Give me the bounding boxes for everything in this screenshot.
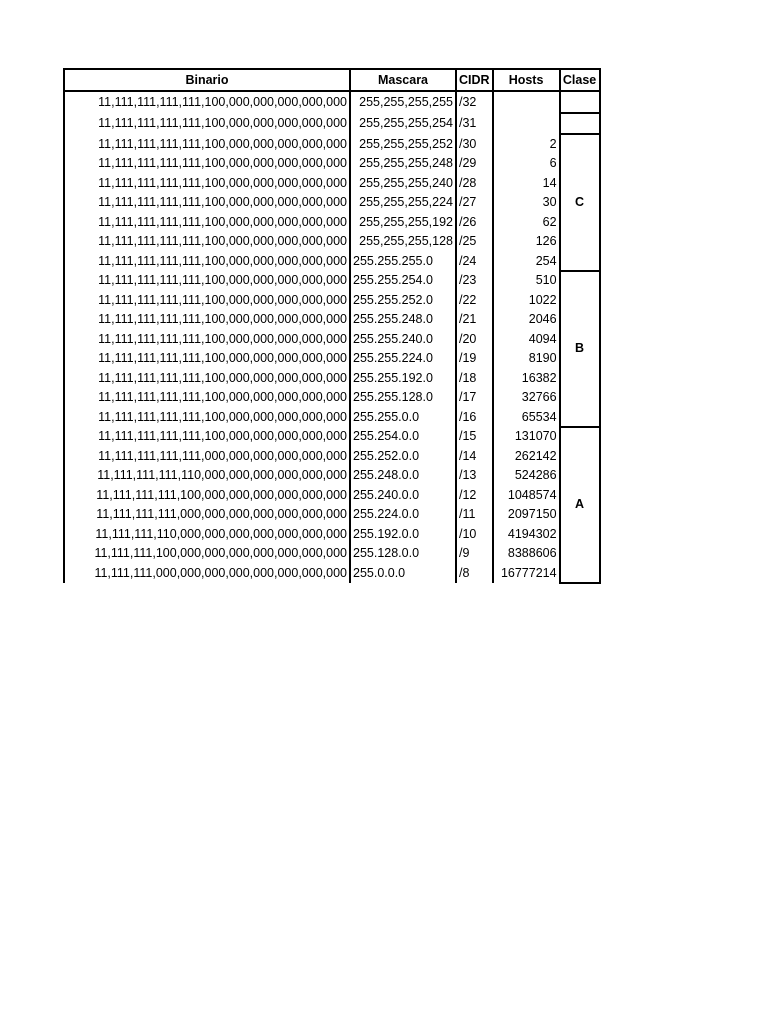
cidr-cell: /17	[456, 388, 493, 408]
table-row	[64, 368, 600, 388]
cidr-cell: /18	[456, 368, 493, 388]
mask-cell: 255.252.0.0	[350, 446, 456, 466]
hosts-cell: 126	[493, 232, 560, 252]
mask-cell: 255.255.254.0	[350, 271, 456, 291]
table-row	[64, 329, 600, 349]
hosts-cell: 131070	[493, 427, 560, 447]
mask-cell: 255,255,255,254	[350, 113, 456, 135]
table-row	[64, 290, 600, 310]
header-binario: Binario	[64, 69, 350, 91]
binary-cell: 11,111,111,111,110,000,000,000,000,000,000	[64, 466, 350, 486]
clase-cell	[560, 91, 600, 113]
binary-cell: 11,111,111,111,111,100,000,000,000,000,000	[64, 290, 350, 310]
cidr-cell: /11	[456, 505, 493, 525]
cidr-cell: /25	[456, 232, 493, 252]
hosts-cell: 2097150	[493, 505, 560, 525]
hosts-cell: 65534	[493, 407, 560, 427]
binary-cell: 11,111,111,111,111,100,000,000,000,000,000	[64, 113, 350, 135]
binary-cell: 11,111,111,111,111,100,000,000,000,000,000	[64, 91, 350, 113]
header-clase: Clase	[560, 69, 600, 91]
mask-cell: 255,255,255,252	[350, 134, 456, 154]
mask-cell: 255.240.0.0	[350, 485, 456, 505]
table-body	[64, 91, 600, 583]
hosts-cell: 2	[493, 134, 560, 154]
hosts-cell: 262142	[493, 446, 560, 466]
hosts-cell: 8388606	[493, 544, 560, 564]
table-row	[64, 113, 600, 135]
hosts-cell: 4094	[493, 329, 560, 349]
binary-cell: 11,111,111,111,000,000,000,000,000,000,000	[64, 505, 350, 525]
header-cidr: CIDR	[456, 69, 493, 91]
mask-cell: 255.192.0.0	[350, 524, 456, 544]
mask-cell: 255.0.0.0	[350, 563, 456, 583]
mask-cell: 255,255,255,255	[350, 91, 456, 113]
hosts-cell: 62	[493, 212, 560, 232]
hosts-cell: 32766	[493, 388, 560, 408]
binary-cell: 11,111,111,111,111,100,000,000,000,000,000	[64, 329, 350, 349]
mask-cell: 255.248.0.0	[350, 466, 456, 486]
cidr-cell: /19	[456, 349, 493, 369]
table-row	[64, 349, 600, 369]
table-row	[64, 485, 600, 505]
mask-cell: 255.224.0.0	[350, 505, 456, 525]
mask-cell: 255.255.192.0	[350, 368, 456, 388]
table-row	[64, 407, 600, 427]
table-row	[64, 212, 600, 232]
table-row	[64, 193, 600, 213]
binary-cell: 11,111,111,110,000,000,000,000,000,000,000	[64, 524, 350, 544]
table-row	[64, 232, 600, 252]
table-row	[64, 446, 600, 466]
mask-cell: 255.255.0.0	[350, 407, 456, 427]
cidr-cell: /32	[456, 91, 493, 113]
mask-cell: 255.255.252.0	[350, 290, 456, 310]
cidr-cell: /29	[456, 154, 493, 174]
binary-cell: 11,111,111,111,111,100,000,000,000,000,000	[64, 154, 350, 174]
hosts-cell: 16777214	[493, 563, 560, 583]
table-row	[64, 173, 600, 193]
mask-cell: 255,255,255,224	[350, 193, 456, 213]
subnet-mask-table	[63, 68, 601, 584]
binary-cell: 11,111,111,111,100,000,000,000,000,000,000	[64, 485, 350, 505]
hosts-cell: 1048574	[493, 485, 560, 505]
cidr-cell: /30	[456, 134, 493, 154]
table-row	[64, 563, 600, 583]
cidr-cell: /8	[456, 563, 493, 583]
clase-cell: A	[560, 427, 600, 583]
mask-cell: 255.255.224.0	[350, 349, 456, 369]
binary-cell: 11,111,111,111,111,100,000,000,000,000,000	[64, 407, 350, 427]
cidr-cell: /13	[456, 466, 493, 486]
table-row	[64, 271, 600, 291]
table-row	[64, 91, 600, 113]
binary-cell: 11,111,111,111,111,100,000,000,000,000,000	[64, 173, 350, 193]
cidr-cell: /31	[456, 113, 493, 135]
hosts-cell: 1022	[493, 290, 560, 310]
cidr-cell: /22	[456, 290, 493, 310]
cidr-cell: /26	[456, 212, 493, 232]
hosts-cell: 524286	[493, 466, 560, 486]
cidr-cell: /27	[456, 193, 493, 213]
binary-cell: 11,111,111,111,111,100,000,000,000,000,000	[64, 232, 350, 252]
table-row	[64, 310, 600, 330]
table-row	[64, 251, 600, 271]
cidr-cell: /21	[456, 310, 493, 330]
cidr-cell: /15	[456, 427, 493, 447]
hosts-cell: 16382	[493, 368, 560, 388]
binary-cell: 11,111,111,111,111,000,000,000,000,000,000	[64, 446, 350, 466]
hosts-cell	[493, 113, 560, 135]
mask-cell: 255.255.128.0	[350, 388, 456, 408]
binary-cell: 11,111,111,111,111,100,000,000,000,000,000	[64, 388, 350, 408]
table-row	[64, 154, 600, 174]
mask-cell: 255,255,255,128	[350, 232, 456, 252]
cidr-cell: /14	[456, 446, 493, 466]
hosts-cell	[493, 91, 560, 113]
binary-cell: 11,111,111,000,000,000,000,000,000,000,000	[64, 563, 350, 583]
table-row	[64, 524, 600, 544]
cidr-cell: /10	[456, 524, 493, 544]
binary-cell: 11,111,111,111,111,100,000,000,000,000,000	[64, 251, 350, 271]
mask-cell: 255.255.248.0	[350, 310, 456, 330]
hosts-cell: 8190	[493, 349, 560, 369]
cidr-cell: /28	[456, 173, 493, 193]
hosts-cell: 30	[493, 193, 560, 213]
table-row	[64, 134, 600, 154]
hosts-cell: 254	[493, 251, 560, 271]
cidr-cell: /12	[456, 485, 493, 505]
table-row	[64, 427, 600, 447]
mask-cell: 255,255,255,240	[350, 173, 456, 193]
hosts-cell: 14	[493, 173, 560, 193]
table-row	[64, 388, 600, 408]
clase-cell: C	[560, 134, 600, 271]
binary-cell: 11,111,111,111,111,100,000,000,000,000,000	[64, 134, 350, 154]
table-row	[64, 505, 600, 525]
table-row	[64, 544, 600, 564]
mask-cell: 255,255,255,192	[350, 212, 456, 232]
table-row	[64, 466, 600, 486]
mask-cell: 255.128.0.0	[350, 544, 456, 564]
binary-cell: 11,111,111,111,111,100,000,000,000,000,000	[64, 271, 350, 291]
mask-cell: 255.254.0.0	[350, 427, 456, 447]
binary-cell: 11,111,111,111,111,100,000,000,000,000,000	[64, 193, 350, 213]
clase-cell	[560, 113, 600, 135]
cidr-cell: /9	[456, 544, 493, 564]
hosts-cell: 510	[493, 271, 560, 291]
header-mascara: Mascara	[350, 69, 456, 91]
binary-cell: 11,111,111,111,111,100,000,000,000,000,000	[64, 310, 350, 330]
cidr-cell: /16	[456, 407, 493, 427]
hosts-cell: 4194302	[493, 524, 560, 544]
hosts-cell: 6	[493, 154, 560, 174]
mask-cell: 255.255.255.0	[350, 251, 456, 271]
cidr-cell: /20	[456, 329, 493, 349]
binary-cell: 11,111,111,111,111,100,000,000,000,000,000	[64, 427, 350, 447]
binary-cell: 11,111,111,111,111,100,000,000,000,000,000	[64, 368, 350, 388]
cidr-cell: /23	[456, 271, 493, 291]
binary-cell: 11,111,111,100,000,000,000,000,000,000,000	[64, 544, 350, 564]
binary-cell: 11,111,111,111,111,100,000,000,000,000,000	[64, 212, 350, 232]
binary-cell: 11,111,111,111,111,100,000,000,000,000,000	[64, 349, 350, 369]
hosts-cell: 2046	[493, 310, 560, 330]
mask-cell: 255.255.240.0	[350, 329, 456, 349]
header-row	[64, 69, 600, 91]
mask-cell: 255,255,255,248	[350, 154, 456, 174]
cidr-cell: /24	[456, 251, 493, 271]
clase-cell: B	[560, 271, 600, 427]
header-hosts: Hosts	[493, 69, 560, 91]
